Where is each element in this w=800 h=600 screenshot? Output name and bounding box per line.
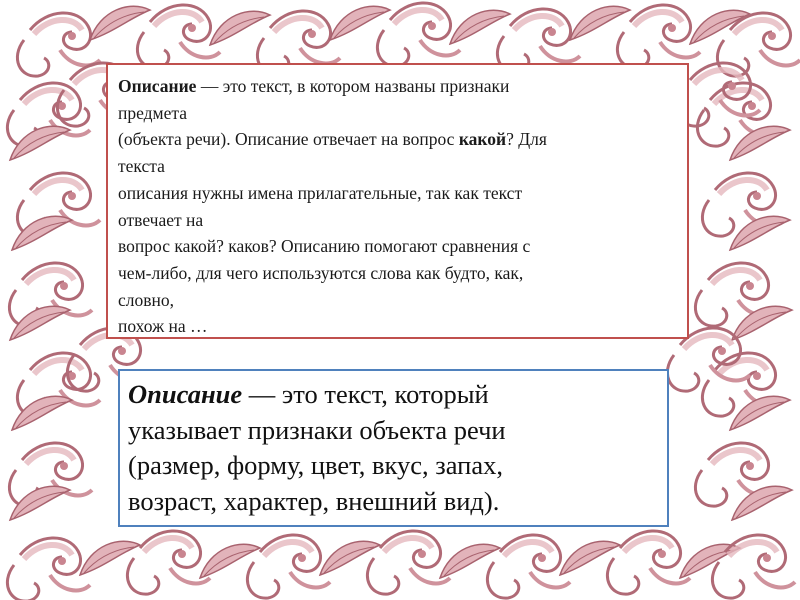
definition-1-line-5: описания нужны имена прилагательные, так как текст — [118, 182, 523, 203]
definition-1-line-1: Описание — это текст, в котором названы признаки — [118, 76, 510, 96]
definition-2-line-3: (размер, форму, цвет, вкус, запах, — [128, 450, 503, 480]
frame-left-ornament — [7, 83, 100, 520]
definition-1-term: Описание — [118, 76, 197, 96]
definition-1-keyword: какой — [458, 129, 507, 150]
definition-box-2 — [118, 369, 669, 527]
definition-1-line-10: похож на … — [118, 316, 208, 337]
definition-1-line-8: чем-либо, для чего используются слова как будто, как, — [118, 262, 524, 283]
definition-2-line-2: указывает признаки объекта речи — [128, 414, 506, 445]
definition-1-line-2: предмета — [118, 102, 188, 123]
definition-2-line-1: Описание — это текст, который — [128, 379, 489, 409]
definition-2-term: Описание — [128, 379, 243, 409]
definition-box-1 — [106, 63, 689, 339]
definition-2-line-4: возраст, характер, внешний вид). — [128, 485, 500, 516]
frame-right-ornament — [695, 83, 792, 520]
frame-bottom-ornament — [7, 531, 795, 600]
definition-1-line-7: вопрос какой? каков? Описанию помогают сравнения с — [118, 236, 531, 257]
definition-1-line-4: текста — [118, 156, 165, 177]
definition-1-line-6: отвечает на — [118, 209, 204, 230]
definition-1-line-3: (объекта речи). Описание отвечает на вопрос какой? Для — [118, 129, 547, 150]
definition-1-line-9: словно, — [118, 289, 175, 310]
